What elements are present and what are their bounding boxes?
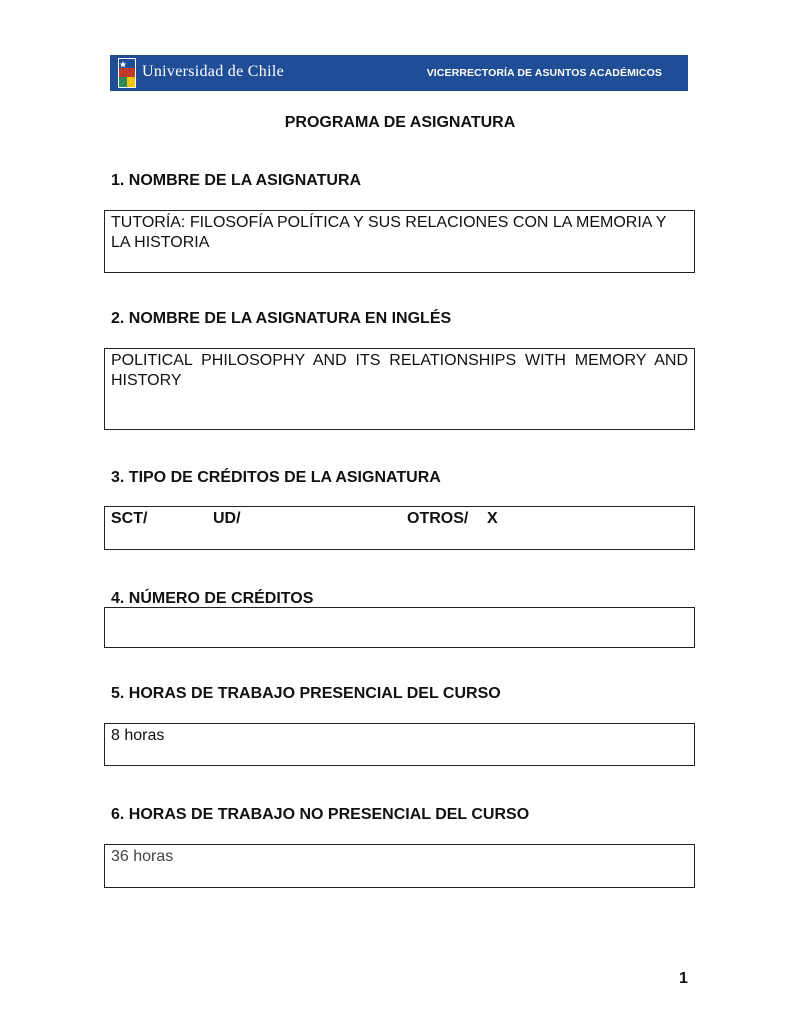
section-2-heading: 2. NOMBRE DE LA ASIGNATURA EN INGLÉS: [111, 310, 452, 327]
section-1-heading: 1. NOMBRE DE LA ASIGNATURA: [111, 172, 362, 189]
header-banner: [110, 55, 688, 91]
section-2-value: POLITICAL PHILOSOPHY AND ITS RELATIONSHIPS WITH MEMORY AND HISTORY: [111, 352, 688, 389]
section-5-heading: 5. HORAS DE TRABAJO PRESENCIAL DEL CURSO: [111, 685, 501, 702]
section-2-box: [104, 348, 695, 430]
vicerrectoria-label: VICERRECTORÍA DE ASUNTOS ACADÉMICOS: [426, 67, 662, 79]
section-3-box: [104, 506, 695, 550]
credit-otros-mark: X: [487, 510, 498, 527]
section-6-box: [104, 844, 695, 888]
section-3-heading: 3. TIPO DE CRÉDITOS DE LA ASIGNATURA: [111, 469, 441, 486]
section-1-value: TUTORÍA: FILOSOFÍA POLÍTICA Y SUS RELACIONES CON LA MEMORIA Y LA HISTORIA: [111, 214, 667, 251]
page-title: PROGRAMA DE ASIGNATURA: [284, 114, 516, 131]
section-6-heading: 6. HORAS DE TRABAJO NO PRESENCIAL DEL CURSO: [111, 806, 530, 823]
section-4-heading: 4. NÚMERO DE CRÉDITOS: [111, 590, 314, 607]
university-seal-icon: [118, 58, 136, 88]
section-4-box: [104, 607, 695, 648]
credit-ud: UD/: [213, 510, 241, 527]
page-number: 1: [679, 970, 688, 987]
credit-otros: OTROS/: [407, 510, 469, 527]
section-5-value: 8 horas: [111, 727, 165, 744]
section-6-value: 36 horas: [111, 848, 174, 865]
credit-sct: SCT/: [111, 510, 148, 527]
section-5-box: [104, 723, 695, 766]
section-1-box: [104, 210, 695, 273]
university-name: Universidad de Chile: [142, 63, 284, 80]
